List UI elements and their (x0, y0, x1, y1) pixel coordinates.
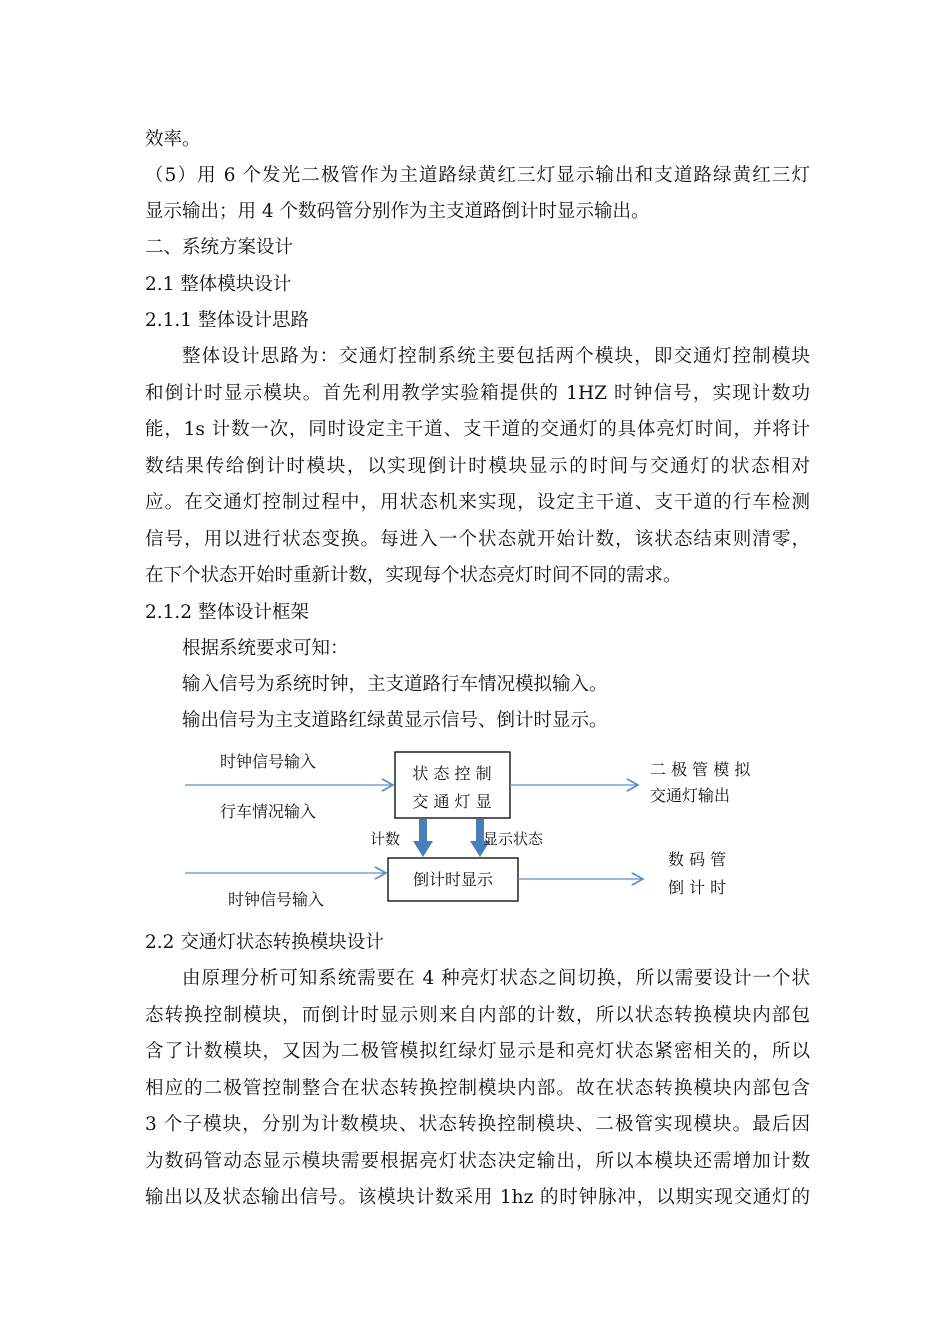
text-line: 和倒计时显示模块。首先利用教学实验箱提供的 1HZ 时钟信号，实现计数功 (145, 383, 810, 404)
text-line: 由原理分析可知系统需要在 4 种亮灯状态之间切换，所以需要设计一个状 (182, 968, 810, 989)
text-line: 输入信号为系统时钟，主支道路行车情况模拟输入。 (182, 674, 608, 695)
section-heading: 二、系统方案设计 (145, 237, 294, 258)
subsection-heading: 2.1.1 整体设计思路 (145, 310, 309, 331)
text-line: 显示输出；用 4 个数码管分别作为主支道路倒计时显示输出。 (145, 201, 650, 222)
system-block-diagram (180, 745, 780, 920)
seg-output-label-1: 数 码 管 (668, 850, 727, 869)
text-line: 效率。 (145, 129, 201, 150)
input-label-traffic: 行车情况输入 (220, 802, 317, 821)
seg-output-label-2: 倒 计 时 (668, 878, 727, 897)
count-arrow-head (413, 841, 433, 857)
subsection-heading: 2.1.2 整体设计框架 (145, 602, 309, 623)
text-line: （5）用 6 个发光二极管作为主道路绿黄红三灯显示输出和支道路绿黄红三灯 (145, 165, 810, 186)
count-arrow-label: 计数 (370, 830, 401, 848)
text-line: 应。在交通灯控制过程中，用状态机来实现，设定主干道、支干道的行车检测 (145, 492, 810, 513)
text-line: 在下个状态开始时重新计数，实现每个状态亮灯时间不同的需求。 (145, 565, 682, 586)
input-label-clock: 时钟信号输入 (220, 752, 317, 771)
led-output-label-1: 二 极 管 模 拟 (650, 760, 751, 779)
state-arrow-label: 显示状态 (483, 830, 544, 848)
text-line: 数结果传给倒计时模块，以实现倒计时模块显示的时间与交通灯的状态相对 (145, 456, 810, 477)
text-line: 相应的二极管控制整合在状态转换控制模块内部。故在状态转换模块内部包含 (145, 1078, 810, 1099)
text-line: 为数码管动态显示模块需要根据亮灯状态决定输出，所以本模块还需增加计数 (145, 1151, 810, 1172)
state-box-label-1: 状 态 控 制 (412, 764, 492, 783)
text-line: 含了计数模块，又因为二极管模拟红绿灯显示是和亮灯状态紧密相关的，所以 (145, 1041, 810, 1062)
subsection-heading: 2.1 整体模块设计 (145, 274, 292, 295)
text-line: 根据系统要求可知： (182, 638, 349, 659)
subsection-heading: 2.2 交通灯状态转换模块设计 (145, 932, 384, 953)
text-line: 3 个子模块，分别为计数模块、状态转换控制模块、二极管实现模块。最后因 (145, 1114, 810, 1135)
text-line: 整体设计思路为：交通灯控制系统主要包括两个模块，即交通灯控制模块 (182, 346, 810, 367)
text-line: 输出以及状态输出信号。该模块计数采用 1hz 的时钟脉冲，以期实现交通灯的 (145, 1187, 810, 1208)
count-arrow-shaft (419, 819, 427, 841)
countdown-box-label: 倒计时显示 (412, 870, 494, 889)
text-line: 能，1s 计数一次，同时设定主干道、支干道的交通灯的具体亮灯时间，并将计 (145, 419, 810, 440)
text-line: 信号，用以进行状态变换。每进入一个状态就开始计数，该状态结束则清零， (145, 529, 810, 550)
input-label-clock-2: 时钟信号输入 (228, 890, 325, 909)
text-line: 态转换控制模块，而倒计时显示则来自内部的计数，所以状态转换模块内部包 (145, 1005, 810, 1026)
state-box-label-2: 交 通 灯 显 (412, 792, 492, 811)
led-output-label-2: 交通灯输出 (650, 786, 731, 805)
text-line: 输出信号为主支道路红绿黄显示信号、倒计时显示。 (182, 710, 608, 731)
